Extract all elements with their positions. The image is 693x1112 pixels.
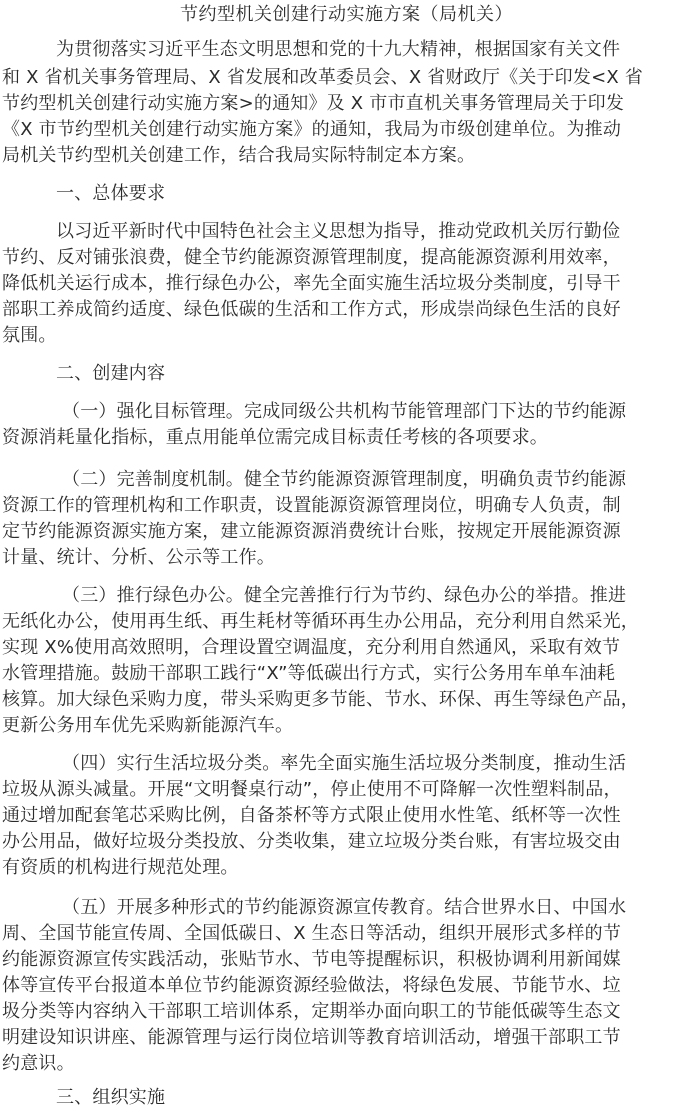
paragraph-line: 垃圾从源头减量。开展“文明餐桌行动”，停止使用不可降解一次性塑料制品， <box>2 779 622 800</box>
paragraph-line: 约意识。 <box>2 1053 75 1074</box>
paragraph-line: 有资质的机构进行规范处理。 <box>2 857 239 878</box>
section-heading: 二、创建内容 <box>56 363 166 384</box>
paragraph-line: 无纸化办公，使用再生纸、再生耗材等循环再生办公用品，充分利用自然采光， <box>2 611 639 632</box>
paragraph-line: 水管理措施。鼓励干部职工践行“X”等低碳出行方式，实行公务用车单车油耗 <box>2 663 616 684</box>
paragraph-line: 更新公务用车优先采购新能源汽车。 <box>2 715 294 736</box>
paragraph-line: （五）开展多种形式的节约能源资源宣传教育。结合世界水日、中国水 <box>62 897 627 918</box>
paragraph-line: 和 X 省机关事务管理局、X 省发展和改革委员会、X 省财政厅《关于印发<X 省 <box>2 67 644 88</box>
paragraph-line: 定节约能源资源实施方案，建立能源资源消费统计台账，按规定开展能源资源 <box>2 521 621 542</box>
paragraph-line: 降低机关运行成本，推行绿色办公，率先全面实施生活垃圾分类制度，引导干 <box>2 273 621 294</box>
paragraph-line: 周、全国节能宣传周、全国低碳日、X 生态日等活动，组织开展形式多样的节 <box>2 923 622 944</box>
paragraph-line: 局机关节约型机关创建工作，结合我局实际特制定本方案。 <box>2 145 476 166</box>
section-heading: 一、总体要求 <box>56 183 166 204</box>
paragraph-line: 节约、反对铺张浪费，健全节约能源资源管理制度，提高能源资源利用效率， <box>2 247 621 268</box>
document-title: 节约型机关创建行动实施方案（局机关） <box>180 4 513 25</box>
paragraph-line: 办公用品，做好垃圾分类投放、分类收集，建立垃圾分类台账，有害垃圾交由 <box>2 831 621 852</box>
paragraph-line: 通过增加配套笔芯采购比例，自备茶杯等方式限止使用水性笔、纸杯等一次性 <box>2 805 621 826</box>
paragraph-line: 节约型机关创建行动实施方案>的通知》及 X 市市直机关事务管理局关于印发 <box>2 93 625 114</box>
paragraph-line: 氛围。 <box>2 325 57 346</box>
paragraph-line: 为贯彻落实习近平生态文明思想和党的十九大精神，根据国家有关文件 <box>56 39 621 60</box>
paragraph-line: 核算。加大绿色采购力度，带头采购更多节能、节水、环保、再生等绿色产品， <box>2 689 639 710</box>
paragraph-line: （一）强化目标管理。完成同级公共机构节能管理部门下达的节约能源 <box>62 401 627 422</box>
paragraph-line: 体等宣传平台报道本单位节约能源资源经验做法，将绿色发展、节能节水、垃 <box>2 975 621 996</box>
paragraph-line: 明建设知识讲座、能源管理与运行岗位培训等教育培训活动，增强干部职工节 <box>2 1027 621 1048</box>
section-heading: 三、组织实施 <box>56 1087 166 1108</box>
paragraph-line: 《X 市节约型机关创建行动实施方案》的通知，我局为市级创建单位。为推动 <box>2 119 622 140</box>
paragraph-line: 资源工作的管理机构和工作职责，设置能源资源管理岗位，明确专人负责，制 <box>2 495 621 516</box>
paragraph-line: 资源消耗量化指标，重点用能单位需完成目标责任考核的各项要求。 <box>2 427 548 448</box>
paragraph-line: 以习近平新时代中国特色社会主义思想为指导，推动党政机关厉行勤俭 <box>56 221 621 242</box>
paragraph-line: （二）完善制度机制。健全节约能源资源管理制度，明确负责节约能源 <box>62 469 627 490</box>
paragraph-line: 实现 X%使用高效照明，合理设置空调温度，充分利用自然通风，采取有效节 <box>2 637 621 658</box>
paragraph-line: 圾分类等内容纳入干部职工培训体系，定期举办面向职工的节能低碳等生态文 <box>2 1001 621 1022</box>
paragraph-line: 计量、统计、分析、公示等工作。 <box>2 547 275 568</box>
paragraph-line: （三）推行绿色办公。健全完善推行行为节约、绿色办公的举措。推进 <box>62 585 627 606</box>
paragraph-line: （四）实行生活垃圾分类。率先全面实施生活垃圾分类制度，推动生活 <box>62 753 627 774</box>
paragraph-line: 约能源资源宣传实践活动，张贴节水、节电等提醒标识，积极协调利用新闻媒 <box>2 949 621 970</box>
paragraph-line: 部职工养成简约适度、绿色低碳的生活和工作方式，形成崇尚绿色生活的良好 <box>2 299 621 320</box>
